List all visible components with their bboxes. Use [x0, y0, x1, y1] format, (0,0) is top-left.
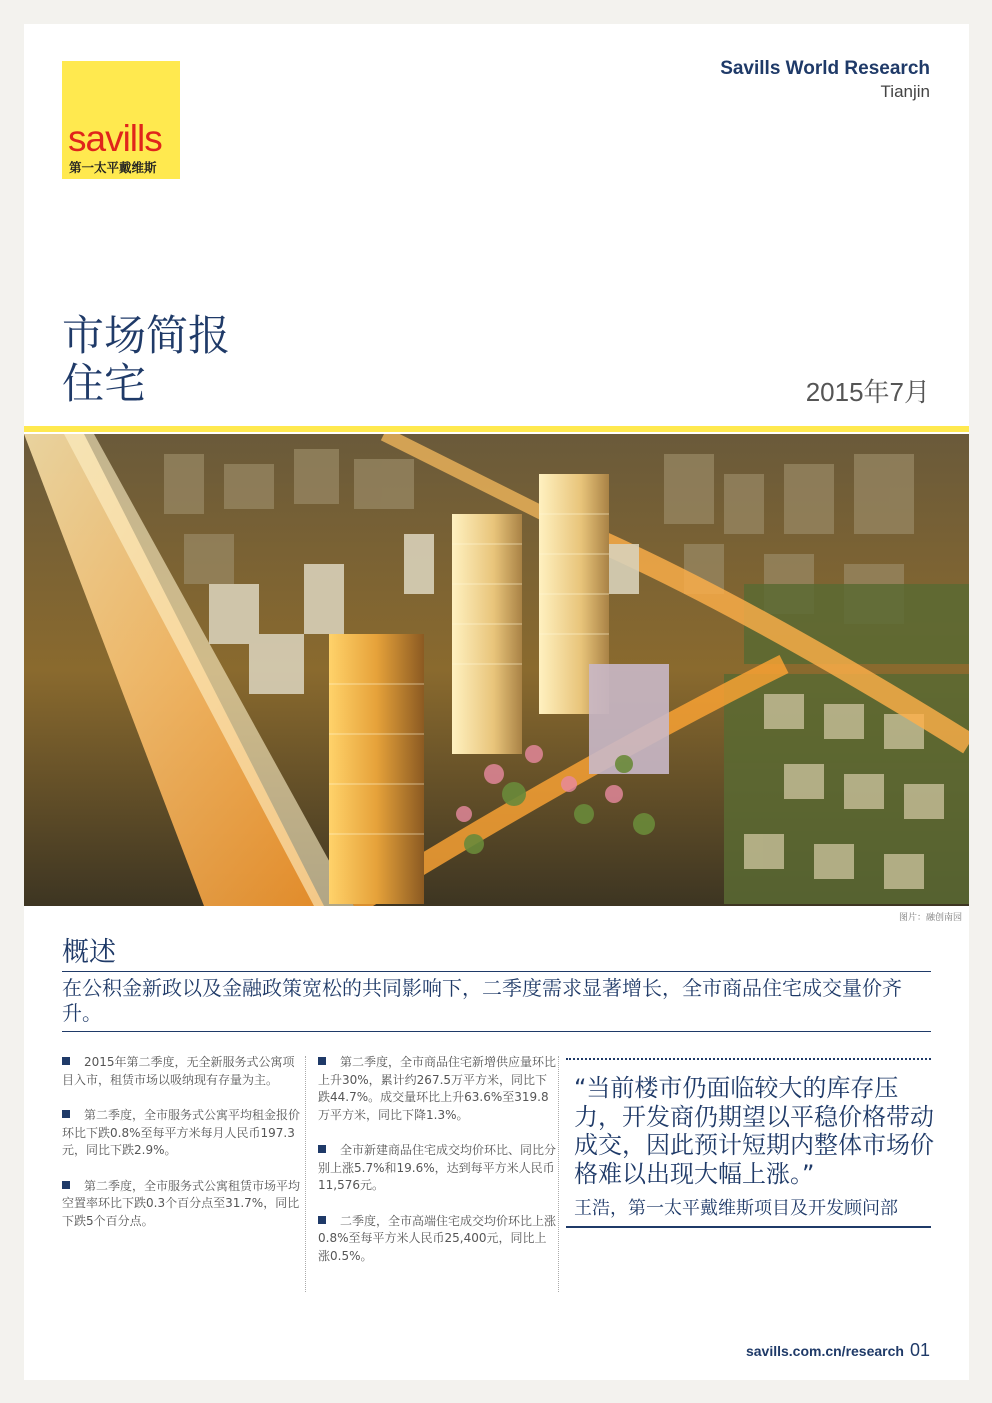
- bullet-item: 2015年第二季度，无全新服务式公寓项目入市，租赁市场以吸纳现有存量为主。: [62, 1054, 300, 1089]
- yellow-divider: [24, 426, 969, 432]
- logo-chinese: 第一太平戴维斯: [69, 160, 157, 175]
- bullet-column-2: [318, 1054, 556, 1283]
- bullet-item: 第二季度，全市服务式公寓平均租金报价环比下跌0.8%至每平方米每月人民币197.3元，同比下跌2.9%。: [62, 1107, 300, 1160]
- savills-logo: [62, 61, 180, 179]
- footer: [746, 1340, 930, 1361]
- image-caption: 图片：融创南园: [898, 913, 962, 923]
- overview-lead: 在公积金新政以及金融政策宽松的共同影响下，二季度需求显著增长，全市商品住宅成交量价齐升。: [62, 976, 902, 1025]
- quote-attribution: 王浩，第一太平戴维斯项目及开发顾问部: [574, 1198, 898, 1219]
- bullet-item: 全市新建商品住宅成交均价环比、同比分别上涨5.7%和19.6%，达到每平方米人民币11,576元。: [318, 1142, 556, 1195]
- header-org: Savills World Research: [720, 58, 930, 79]
- header: [720, 58, 930, 102]
- hero-image: [24, 434, 969, 906]
- bullet-item: 第二季度，全市服务式公寓租赁市场平均空置率环比下跌0.3个百分点至31.7%，同比下跌5个百分点。: [62, 1178, 300, 1231]
- pull-quote: “当前楼市仍面临较大的库存压力，开发商仍期望以平稳价格带动成交，因此预计短期内整体市场价格难以出现大幅上涨。”: [574, 1074, 934, 1188]
- bullet-column-1: [62, 1054, 300, 1248]
- page-title: [62, 312, 230, 408]
- footer-url[interactable]: savills.com.cn/research: [745, 1343, 904, 1359]
- quote-rule: [566, 1226, 931, 1228]
- column-divider: [558, 1056, 559, 1292]
- column-divider: [305, 1056, 306, 1292]
- title-line-1: 市场简报: [62, 311, 231, 360]
- overview-rule-bottom: [62, 1031, 931, 1032]
- overview-rule-top: [62, 971, 931, 972]
- bullet-item: 二季度，全市高端住宅成交均价环比上涨0.8%至每平方米人民币25,400元，同比上涨0.5%。: [318, 1213, 556, 1266]
- city-aerial-illustration: [24, 434, 969, 906]
- page-number: 01: [909, 1340, 930, 1360]
- header-city: Tianjin: [880, 82, 930, 101]
- report-date: 2015年7月: [805, 377, 930, 407]
- overview-heading: 概述: [62, 937, 116, 968]
- quote-dotted-rule: [566, 1058, 931, 1060]
- title-line-2: 住宅: [62, 359, 147, 408]
- logo-word: savills: [68, 118, 162, 159]
- bullet-item: 第二季度，全市商品住宅新增供应量环比上升30%，累计约267.5万平方米，同比下跌44.7%。成交量环比上升63.6%至319.8万平方米，同比下降1.3%。: [318, 1054, 556, 1124]
